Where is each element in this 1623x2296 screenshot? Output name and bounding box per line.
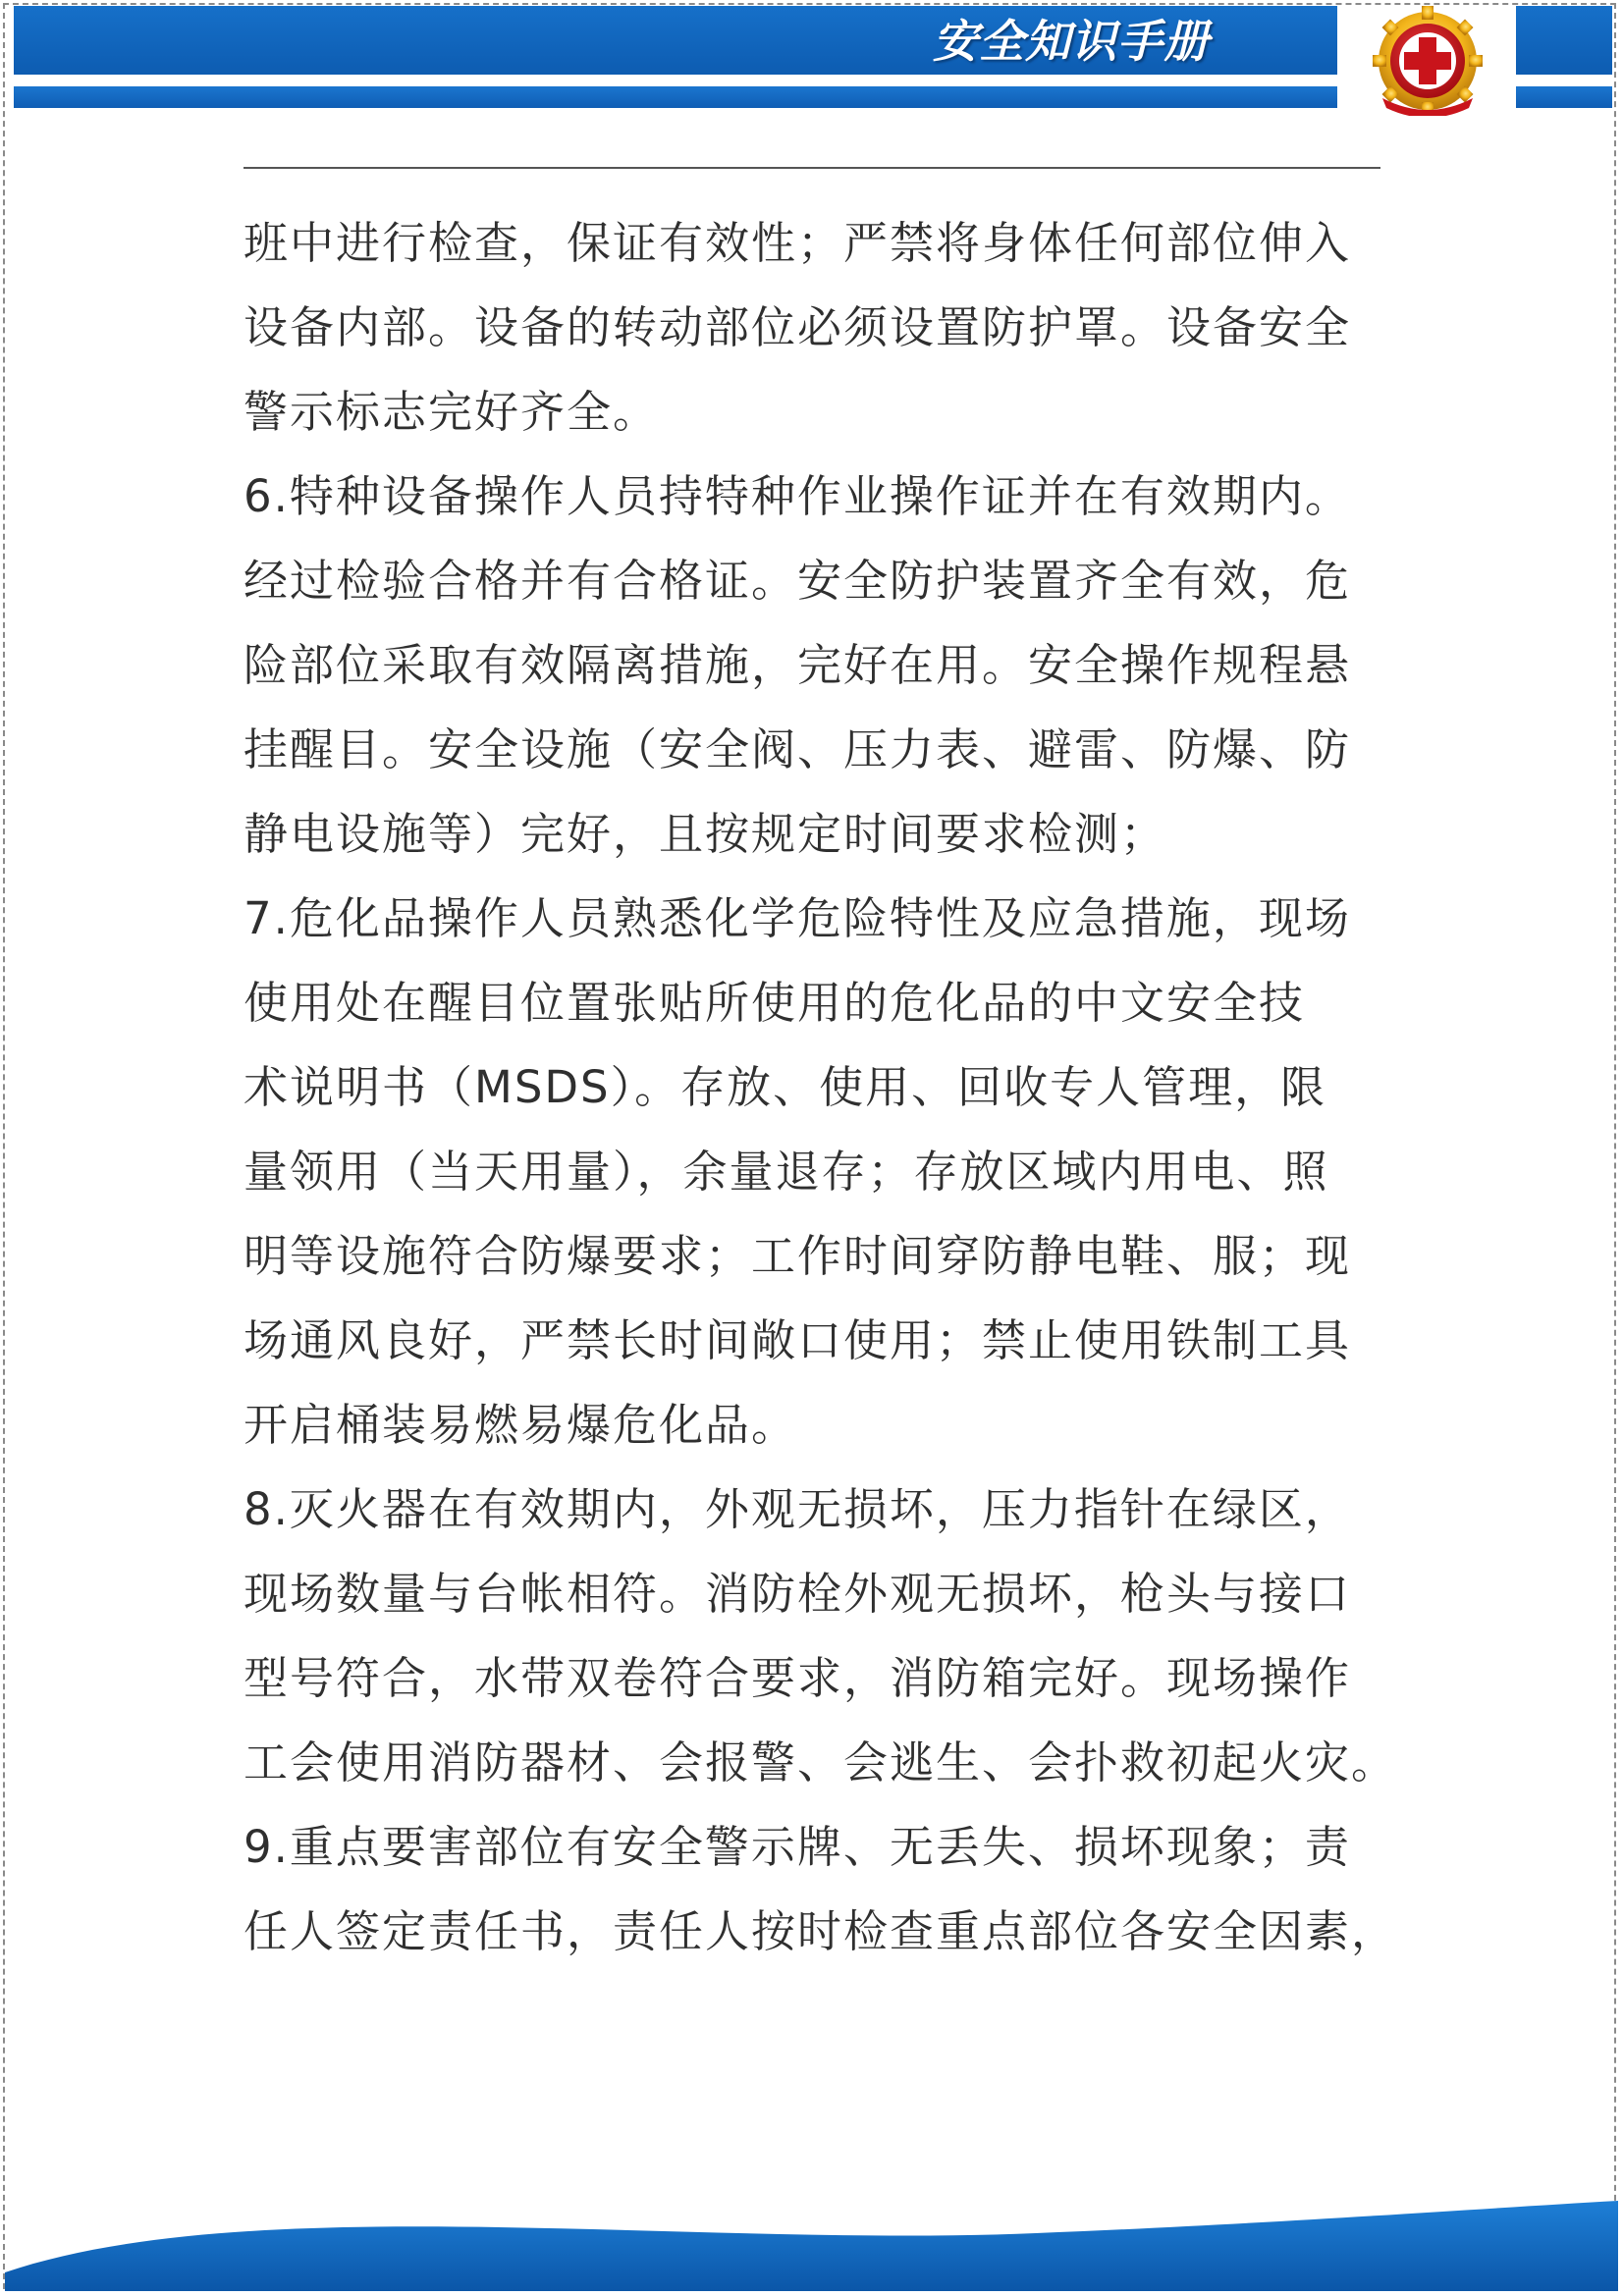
safety-cross-emblem-icon [1343, 0, 1512, 116]
text-line: 明等设施符合防爆要求；工作时间穿防静电鞋、服；现 [243, 1230, 1352, 1282]
text-line: 场通风良好，严禁长时间敞口使用；禁止使用铁制工具 [243, 1314, 1352, 1366]
text-line: 使用处在醒目位置张贴所使用的危化品的中文安全技 [243, 977, 1306, 1029]
text-line: 警示标志完好齐全。 [243, 386, 660, 438]
text-line: 术说明书（MSDS）。存放、使用、回收专人管理，限 [243, 1061, 1327, 1113]
handbook-title: 安全知识手册 [933, 15, 1210, 68]
text-line: 型号符合，水带双卷符合要求，消防箱完好。现场操作 [243, 1652, 1352, 1704]
text-line: 6.特种设备操作人员持特种作业操作证并在有效期内。 [243, 470, 1351, 522]
text-line: 现场数量与台帐相符。消防栓外观无损坏，枪头与接口 [243, 1568, 1352, 1620]
text-line: 险部位采取有效隔离措施，完好在用。安全操作规程悬 [243, 639, 1352, 691]
header-band-stripe [14, 86, 1337, 108]
text-line: 量领用（当天用量），余量退存；存放区域内用电、照 [243, 1146, 1329, 1198]
text-line: 班中进行检查，保证有效性；严禁将身体任何部位伸入 [243, 217, 1352, 269]
text-line: 挂醒目。安全设施（安全阀、压力表、避雷、防爆、防 [243, 723, 1352, 775]
text-line: 开启桶装易燃易爆危化品。 [243, 1399, 798, 1451]
text-line: 经过检验合格并有合格证。安全防护装置齐全有效，危 [243, 555, 1352, 607]
text-line: 任人签定责任书，责任人按时检查重点部位各安全因素， [243, 1905, 1398, 1957]
text-line: 7.危化品操作人员熟悉化学危险特性及应急措施，现场 [243, 892, 1351, 944]
header-band-right-stripe [1516, 86, 1612, 108]
text-line: 工会使用消防器材、会报警、会逃生、会扑救初起火灾。 [243, 1736, 1398, 1789]
text-line: 8.灭火器在有效期内，外观无损坏，压力指针在绿区， [243, 1483, 1351, 1535]
text-line: 静电设施等）完好，且按规定时间要求检测； [243, 808, 1167, 860]
text-line: 设备内部。设备的转动部位必须设置防护罩。设备安全 [243, 301, 1352, 353]
header-band-right [1516, 6, 1612, 75]
text-line: 9.重点要害部位有安全警示牌、无丢失、损坏现象；责 [243, 1821, 1351, 1873]
footer-wave [5, 2179, 1618, 2291]
header-rule [243, 167, 1380, 169]
body-text [243, 201, 1398, 1974]
